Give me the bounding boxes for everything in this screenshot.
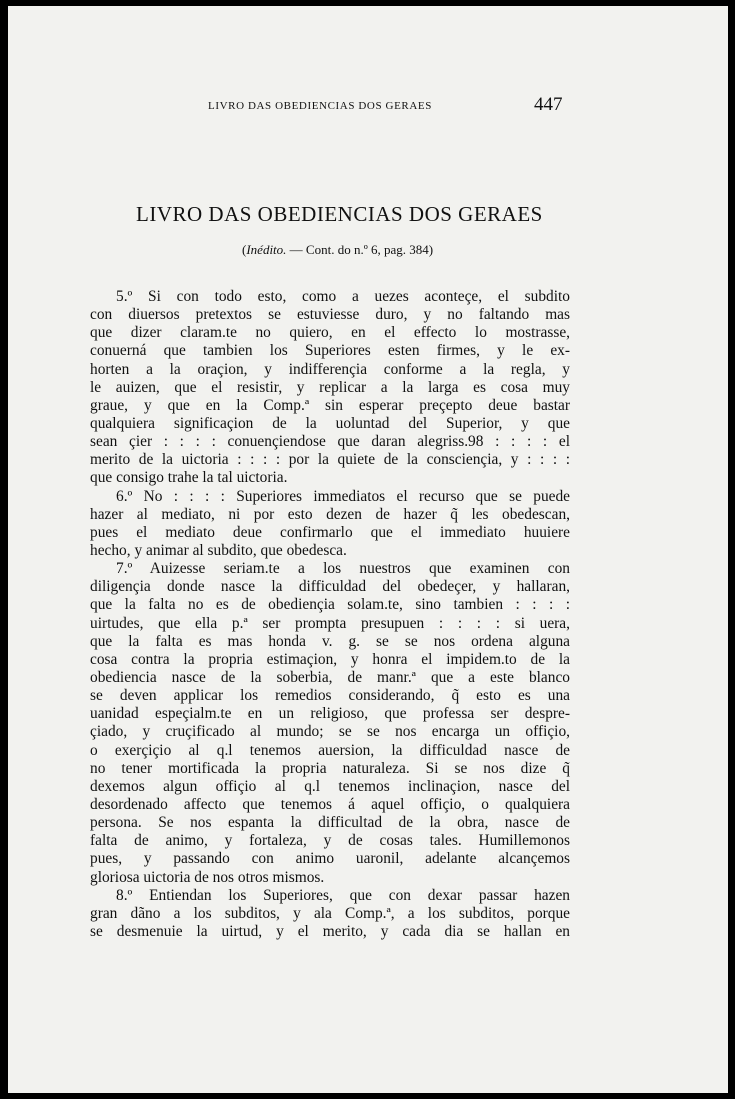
text-line: pues el mediato deue confirmarlo que el immediato huuiere — [90, 523, 570, 541]
text-line: gran dãno a los subditos, y ala Comp.ª, a los subditos, porque — [90, 904, 570, 922]
text-line: çiado, y cruçificado al mundo; se se nos encarga un offiçio, — [90, 723, 570, 741]
text-line: que dizer claram.te no quiero, en el effecto lo mostrasse, — [90, 324, 570, 342]
text-line: obediencia nasce de la soberbia, de manr.ª que a este blanco — [90, 668, 570, 686]
text-line: no tener mortificada la propria naturaleza. Si se nos dize q̃ — [90, 759, 570, 777]
section-title: LIVRO DAS OBEDIENCIAS DOS GERAES — [136, 202, 543, 226]
text-line: que la falta no es de obediençia solam.te, sino tambien : : : : — [90, 596, 570, 614]
text-line: hecho, y animar al subdito, que obedesca. — [90, 541, 347, 559]
text-line: se deven applicar los remedios considerando, q̃ esto es una — [90, 687, 570, 705]
text-line: falta de animo, y fortaleza, y de cosas tales. Humillemonos — [90, 832, 570, 850]
text-line: conuerná que tambien los Superiores esten firmes, y le ex- — [90, 342, 570, 360]
text-line: le auizen, que el resistir, y replicar a la larga es cosa muy — [90, 378, 570, 396]
source-note: (Inédito. — Cont. do n.º 6, pag. 384) — [242, 242, 434, 257]
text-line: horten a la oraçion, y indifferençia conforme a la regla, y — [90, 360, 570, 378]
text-line: hazer al mediato, ni por esto dezen de hazer q̃ les obedescan, — [90, 505, 570, 523]
text-line: desordenado affecto que tenemos á aquel offiçio, o qualquiera — [90, 795, 570, 813]
source-reference: — Cont. do n.º 6, pag. 384) — [286, 242, 434, 257]
text-line: dexemos algun offiçio al q.l tenemos inclinaçion, nasce del — [90, 777, 570, 795]
text-line: merito de la uictoria : : : : por la quiete de la consciençia, y : : : : — [90, 451, 570, 469]
text-line: diligençia donde nasce la difficuldad del obedeçer, y hallaran, — [90, 578, 570, 596]
text-line: gloriosa uictoria de nos otros mismos. — [90, 868, 325, 886]
text-line: que consigo trahe la tal uictoria. — [90, 469, 288, 487]
text-line: que la falta es mas honda v. g. se se nos ordena alguna — [90, 632, 570, 650]
text-line: 7.º Auizesse seriam.te a los nuestros que examinen con — [116, 560, 570, 578]
text-line: qualquiera significaçion de la uoluntad del Superior, y que — [90, 414, 570, 432]
text-line: pues, y passando con animo uaronil, adelante alcançemos — [90, 850, 570, 868]
text-line: se desmenuie la uirtud, y el merito, y cada dia se hallan en — [90, 922, 570, 940]
source-italic: Inédito. — [246, 242, 287, 257]
text-line: cosa contra la propria estimaçion, y honra el impidem.to de la — [90, 650, 570, 668]
text-line: persona. Se nos espanta la difficultad de la obra, nasce de — [90, 814, 570, 832]
text-line: sean çier : : : : conuençiendose que daran alegriss.98 : : : : el — [90, 433, 570, 451]
page-number: 447 — [534, 94, 563, 115]
text-line: con diuersos pretextos se estuviesse duro, y no faltando mas — [90, 306, 570, 324]
text-line: o exerçiçio al q.l tenemos auersion, la difficuldad nasce de — [90, 741, 570, 759]
book-page — [8, 6, 728, 1093]
text-line: 6.º No : : : : Superiores immediatos el recurso que se puede — [116, 487, 570, 505]
text-line: 5.º Si con todo esto, como a uezes aconteçe, el subdito — [116, 288, 570, 305]
text-line: uanidad espeçialm.te en un religioso, que professa ser despre- — [90, 705, 570, 723]
text-line: 8.º Entiendan los Superiores, que con dexar passar hazen — [116, 886, 570, 904]
body-text — [90, 288, 570, 941]
text-line: graue, y que en la Comp.ª sin esperar preçepto deue bastar — [90, 396, 570, 414]
text-line: uirtudes, que ella p.ª ser prompta presupuen : : : : si uera, — [90, 614, 570, 632]
running-head: LIVRO DAS OBEDIENCIAS DOS GERAES — [208, 100, 432, 112]
